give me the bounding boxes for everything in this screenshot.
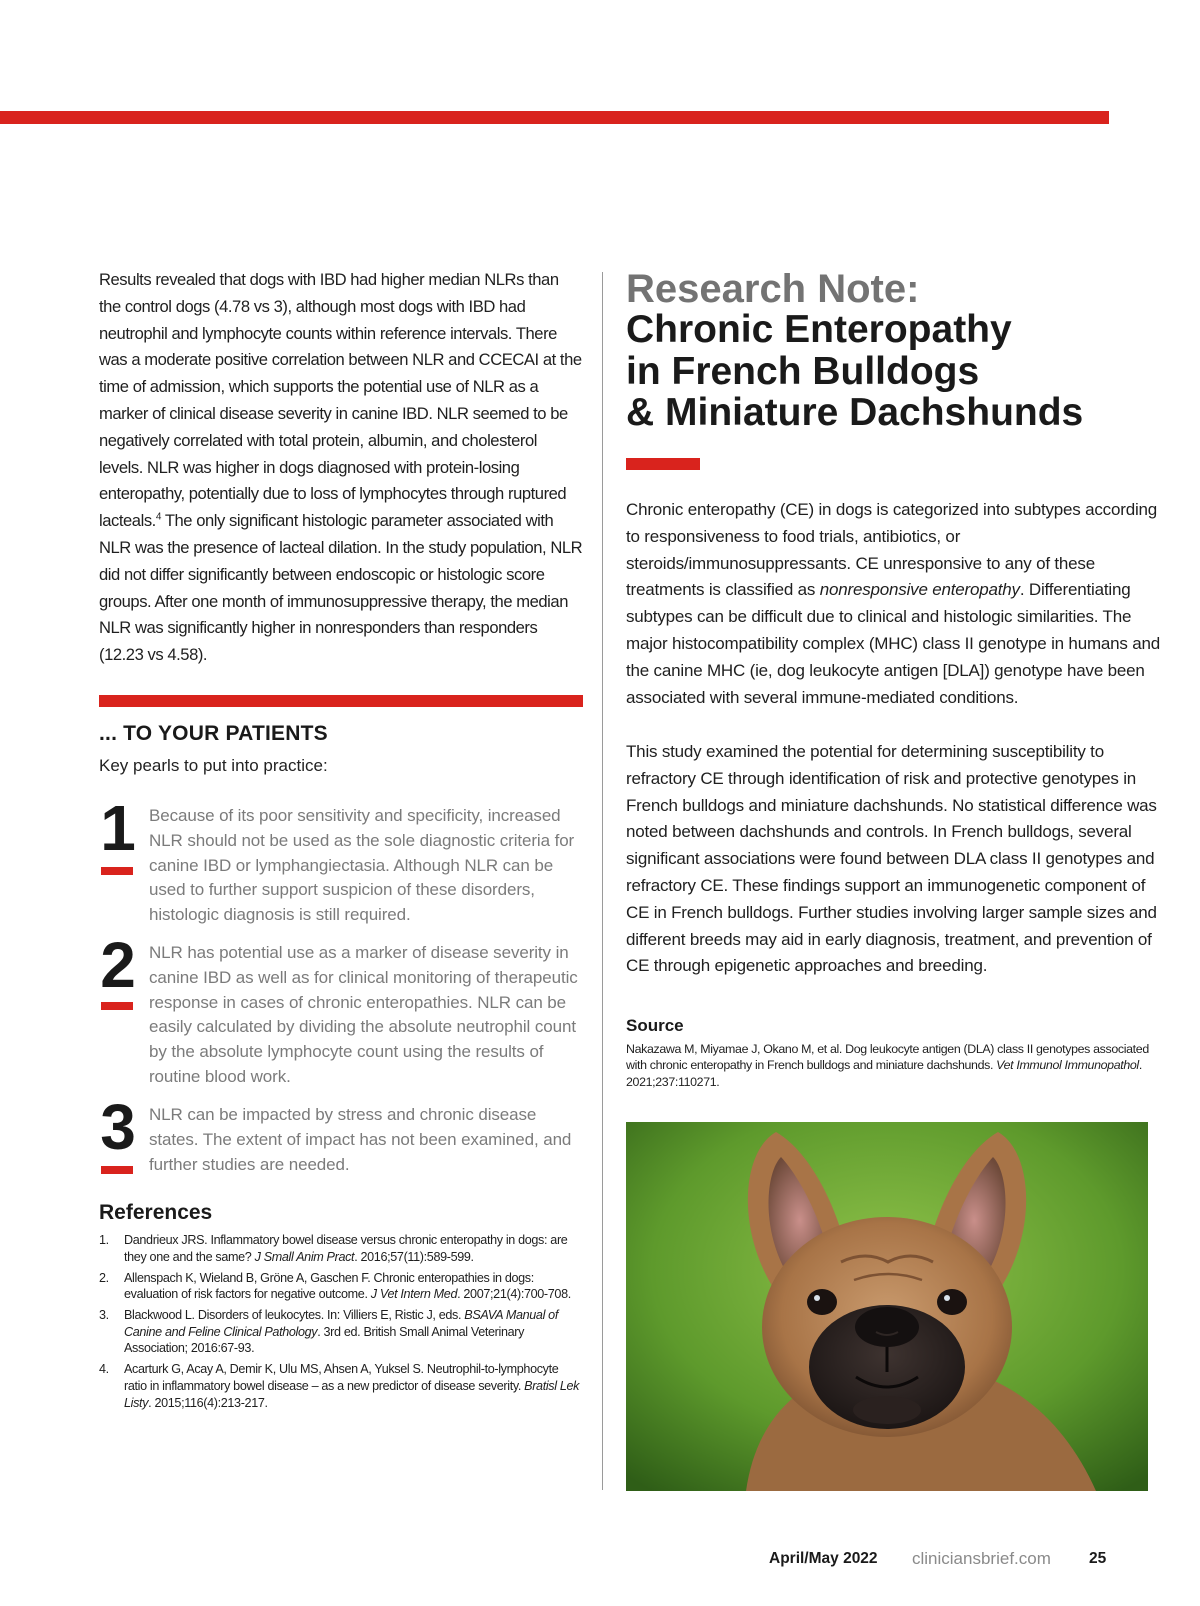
research-note-title: Chronic Enteropathy in French Bulldogs & Miniature Dachshunds [626, 308, 1084, 434]
reference-journal: Bratisl Lek Listy [124, 1378, 580, 1410]
pearl-text: NLR can be impacted by stress and chronic disease states. The extent of impact has not been examined, and further studies are needed. [149, 1105, 572, 1174]
source-heading: Source [626, 1016, 684, 1035]
pearl-number: 2 [100, 929, 136, 1001]
pearl-item [99, 929, 589, 1090]
column-divider [602, 272, 603, 1490]
pearl-text: NLR has potential use as a marker of disease severity in canine IBD as well as for clinical monitoring of therapeutic response in cases of chronic enteropathies. NLR can be easily calculated by dividing the absolute neutrophil count by the absolute lymphocyte count using the results of routine blood work. [149, 943, 578, 1086]
top-accent-bar [0, 111, 1109, 124]
left-column [99, 267, 584, 669]
reference-journal: J Small Anim Pract [254, 1249, 355, 1264]
pearl-marker [101, 867, 133, 875]
pearl-item [99, 1091, 589, 1177]
reference-item: 4. Acarturk G, Acay A, Demir K, Ulu MS, Ahsen A, Yuksel S. Neutrophil-to-lymphocyte ratio in inflammatory bowel disease – as a new predictor of disease severity. Bratisl Lek Listy. 2015;116(4):213-217. [99, 1362, 580, 1410]
page-number: 25 [1089, 1550, 1107, 1567]
reference-item: 1. Dandrieux JRS. Inflammatory bowel disease versus chronic enteropathy in dogs: are they one and the same? J Small Anim Pract. 2016;57(11):589-599. [99, 1233, 568, 1264]
site-link[interactable]: cliniciansbrief.com [912, 1549, 1051, 1568]
french-bulldog-photo [626, 1122, 1148, 1491]
section-divider-bar [99, 695, 583, 707]
references-heading: References [99, 1201, 213, 1224]
references-list [99, 1232, 584, 1416]
pearl-text: Because of its poor sensitivity and specificity, increased NLR should not be used as the sole diagnostic criteria for canine IBD or lymphangiectasia. Although NLR can be used to further support suspicion of these disorders, histologic diagnosis is still required. [149, 806, 575, 925]
reference-journal: BSAVA Manual of Canine and Feline Clinical Pathology [124, 1308, 558, 1339]
pearl-marker [101, 1002, 133, 1010]
pearl-item [99, 792, 589, 928]
reference-item: 3. Blackwood L. Disorders of leukocytes. In: Villiers E, Ristic J, eds. BSAVA Manual of Canine and Feline Clinical Pathology. 3rd ed. British Small Animal Veterinary Association; 2016:67-93. [99, 1308, 558, 1356]
reference-journal: J Vet Intern Med [370, 1287, 458, 1302]
source-citation: Nakazawa M, Miyamae J, Okano M, et al. Dog leukocyte antigen (DLA) class II genotypes associated with chronic enteropathy in French bulldogs and miniature dachshunds. Vet Immunol Immunopathol. 2021;237:110271. [626, 1042, 1149, 1089]
pearl-number: 3 [100, 1091, 136, 1163]
patients-subheading: Key pearls to put into practice: [99, 756, 328, 775]
issue-date: April/May 2022 [769, 1550, 878, 1567]
research-note-kicker: Research Note: [626, 267, 920, 311]
intro-paragraph: Results revealed that dogs with IBD had higher median NLRs than the control dogs (4.78 vs 3), although most dogs with IBD had neutrophil and lymphocyte counts within reference intervals. There was a moderate positive correlation between NLR and CCECAI at the time of admission, which supports the potential use of NLR as a marker of clinical disease severity in canine IBD. NLR seemed to be negatively correlated with total protein, albumin, and cholesterol levels. NLR was higher in dogs diagnosed with protein-losing enteropathy, potentially due to loss of lymphocytes through ruptured lacteals.$^4$ The only significant histologic parameter associated with NLR was the presence of lacteal dilation. In the study population, NLR did not differ significantly between endoscopic or histologic score groups. After one month of immunosuppressive therapy, the median NLR was significantly higher in nonresponders than responders (12.23 vs 4.58). [99, 270, 583, 665]
page-footer [0, 1550, 1200, 1574]
citation-marker: 4 [155, 511, 161, 523]
research-paragraph-1: Chronic enteropathy (CE) in dogs is categorized into subtypes according to responsiveness to food trials, antibiotics, or steroids/immunosuppressants. CE unresponsive to any of these treatments is classified as nonresponsive enteropathy. Differentiating subtypes can be difficult due to clinical and histologic similarities. The major histocompatibility complex (MHC) class II genotype in humans and the canine MHC (ie, dog leukocyte antigen [DLA]) genotype have been associated with several immune-mediated conditions. [626, 500, 1161, 707]
pearl-number: 1 [100, 792, 136, 864]
reference-item: 2. Allenspach K, Wieland B, Gröne A, Gaschen F. Chronic enteropathies in dogs: evaluation of risk factors for negative outcome. J Vet Intern Med. 2007;21(4):700-708. [99, 1270, 571, 1302]
patients-heading: ... TO YOUR PATIENTS [99, 722, 328, 745]
pearl-marker [101, 1166, 133, 1174]
title-accent-bar [626, 458, 700, 470]
research-paragraph-2: This study examined the potential for determining susceptibility to refractory CE through identification of risk and protective genotypes in French bulldogs and miniature dachshunds. No statistical difference was noted between dachshunds and controls. In French bulldogs, several significant associations were found between DLA class II genotypes and refractory CE. These findings support an immunogenetic component of CE in French bulldogs. Further studies involving larger sample sizes and different breeds may aid in early diagnosis, treatment, and prevention of CE through epigenetic approaches and breeding. [626, 742, 1157, 976]
